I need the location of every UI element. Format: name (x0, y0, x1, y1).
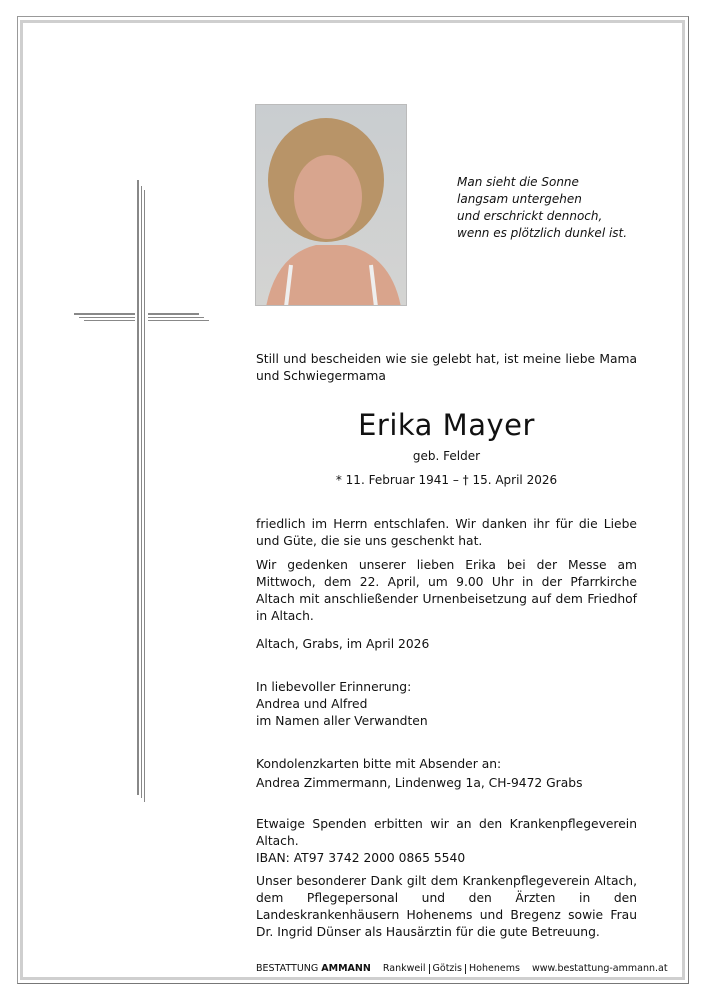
memory-line: In liebevoller Erinnerung: (256, 680, 412, 694)
footer-location: Götzis (432, 963, 463, 974)
poem (457, 174, 627, 242)
poem-line: wenn es plötzlich dunkel ist. (457, 226, 628, 240)
life-dates: * 11. Februar 1941 – † 15. April 2026 (335, 473, 558, 487)
donation-line: Etwaige Spenden erbitten wir an den Krankenpflegeverein Altach. (256, 817, 637, 848)
place-date: Altach, Grabs, im April 2026 (256, 637, 430, 651)
portrait-photo (255, 104, 407, 306)
iban: IBAN: AT97 3742 2000 0865 5540 (256, 851, 466, 865)
footer-location: Hohenems (469, 963, 520, 974)
memory-block (256, 679, 637, 730)
poem-line: und erschrickt dennoch, (457, 209, 603, 223)
footer-location: Rankweil (382, 963, 426, 974)
donation-block (256, 816, 637, 867)
memory-line: Andrea und Alfred (256, 697, 368, 711)
condolence-address: Andrea Zimmermann, Lindenweg 1a, CH-9472 Grabs (256, 776, 583, 790)
footer (256, 963, 668, 974)
footer-brand: BESTATTUNG AMMANN (256, 963, 371, 974)
condolence-line: Kondolenzkarten bitte mit Absender an: (256, 757, 502, 771)
memory-line: im Namen aller Verwandten (256, 714, 428, 728)
footer-url[interactable]: www.bestattung-ammann.at (532, 963, 668, 974)
poem-line: langsam untergehen (457, 192, 582, 206)
deceased-name: Erika Mayer (358, 408, 535, 442)
poem-line: Man sieht die Sonne (457, 175, 579, 189)
mass-text: Wir gedenken unserer lieben Erika bei der Messe am Mittwoch, dem 22. April, um 9.00 Uhr in der Pfarrkirche Altach mit anschließender Urnenbeisetzung auf dem Friedhof in Altach. (256, 558, 637, 623)
thanks-text: Unser besonderer Dank gilt dem Krankenpflegeverein Altach, dem Pflegepersonal und den Ärzten in den Landeskrankenhäusern Hohenems und Bregenz sowie Frau Dr. Ingrid Dünser als Hausärztin für die gute Betreuung. (256, 874, 637, 939)
passed-text: friedlich im Herrn entschlafen. Wir danken ihr für die Liebe und Güte, die sie uns geschenkt hat. (256, 517, 637, 548)
condolence-block (256, 755, 637, 793)
intro-text: Still und bescheiden wie sie gelebt hat, ist meine liebe Mama und Schwiegermama (256, 352, 637, 383)
maiden-name: geb. Felder (412, 449, 481, 463)
